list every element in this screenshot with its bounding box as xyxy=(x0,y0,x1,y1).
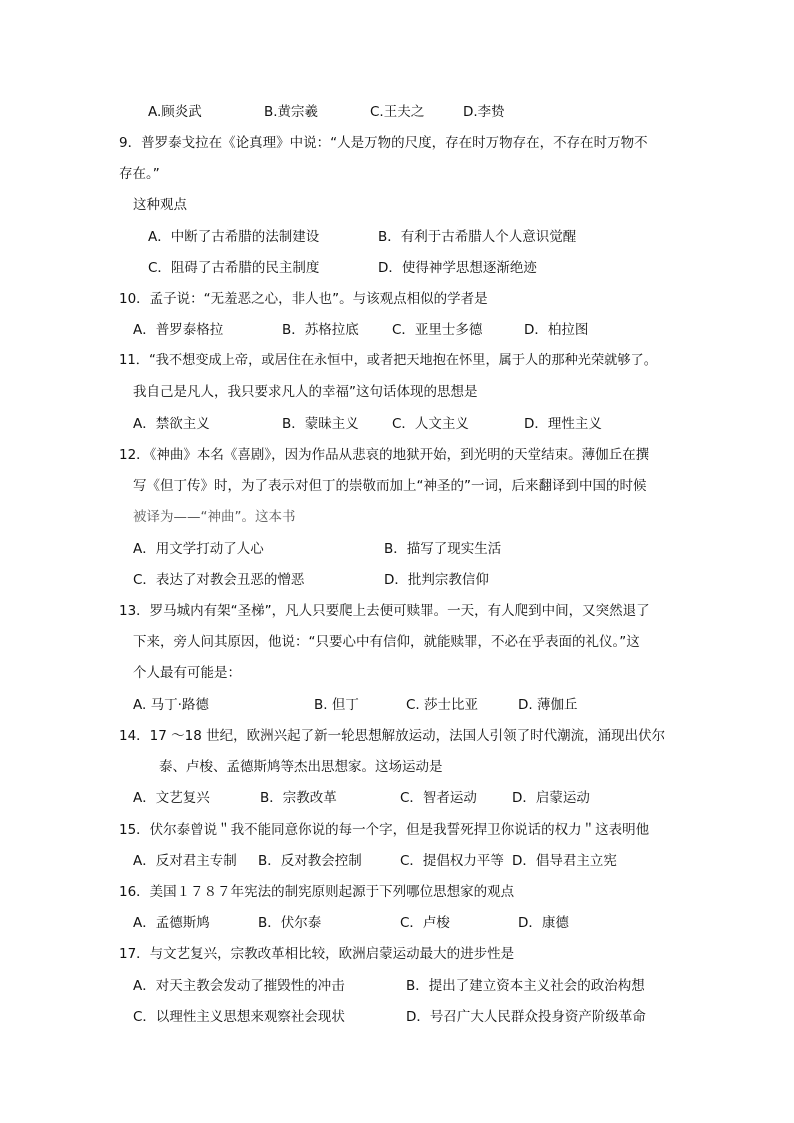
q14-stem-line2: 泰、卢梭、孟德斯鸠等杰出思想家。这场运动是 xyxy=(159,759,443,775)
q15-stem: 15．伏尔泰曾说＂我不能同意你说的每一个字，但是我誓死捍卫你说话的权力＂这表明他 xyxy=(119,822,650,838)
q13-option-b: B. 但丁 xyxy=(314,697,359,713)
q17-option-d: D．号召广大人民群众投身资产阶级革命 xyxy=(406,1009,646,1025)
q17-option-c: C．以理性主义思想来观察社会现状 xyxy=(133,1009,345,1025)
q15-option-a: A．反对君主专制 xyxy=(133,853,237,869)
q8-option-b: B.黄宗羲 xyxy=(264,104,319,120)
q11-stem-line2: 我自己是凡人，我只要求凡人的幸福”这句话体现的思想是 xyxy=(133,384,478,400)
q15-option-d: D．倡导君主立宪 xyxy=(512,853,617,869)
q12-option-b: B．描写了现实生活 xyxy=(384,541,502,557)
q10-option-b: B．苏格拉底 xyxy=(282,322,359,338)
q12-option-a: A．用文学打动了人心 xyxy=(133,541,264,557)
q15-option-b: B．反对教会控制 xyxy=(258,853,362,869)
q11-option-b: B．蒙昧主义 xyxy=(282,416,359,432)
q17-option-b: B．提出了建立资本主义社会的政治构想 xyxy=(406,978,645,994)
q8-option-c: C.王夫之 xyxy=(370,104,425,120)
q16-stem: 16．美国１７８７年宪法的制宪原则起源于下列哪位思想家的观点 xyxy=(119,884,515,900)
q8-option-a: A.顾炎武 xyxy=(148,104,202,120)
q14-stem-line1: 14．17 ～18 世纪，欧洲兴起了新一轮思想解放运动，法国人引领了时代潮流，涌现出伏尔 xyxy=(119,728,666,744)
q16-option-a: A．孟德斯鸠 xyxy=(133,915,210,931)
q14-option-b: B．宗教改革 xyxy=(260,790,337,806)
q9-option-d: D．使得神学思想逐渐绝迹 xyxy=(378,260,537,276)
q16-option-d: D．康德 xyxy=(518,915,569,931)
q17-option-a: A．对天主教会发动了摧毁性的冲击 xyxy=(133,978,345,994)
q13-stem-line3: 个人最有可能是： xyxy=(133,665,241,681)
q12-stem-line3: 被译为——“神曲”。这本书 xyxy=(133,509,296,525)
q12-option-d: D．批判宗教信仰 xyxy=(384,572,489,588)
q10-stem: 10．孟子说：“无羞恶之心，非人也”。与该观点相似的学者是 xyxy=(119,291,488,307)
q11-option-a: A．禁欲主义 xyxy=(133,416,210,432)
q9-option-b: B．有利于古希腊人个人意识觉醒 xyxy=(378,229,577,245)
q13-stem-line2: 下来，旁人问其原因，他说：“只要心中有信仰，就能赎罪，不必在乎表面的礼仪。”这 xyxy=(133,634,640,650)
q16-option-b: B．伏尔泰 xyxy=(258,915,322,931)
q12-stem-line1: 12．《神曲》本名《喜剧》，因为作品从悲哀的地狱开始，到光明的天堂结束。薄伽丘在撰 xyxy=(119,447,650,463)
q13-stem-line1: 13．罗马城内有架“圣梯”，凡人只要爬上去便可赎罪。一天，有人爬到中间，又突然退了 xyxy=(119,603,650,619)
q14-option-d: D．启蒙运动 xyxy=(512,790,590,806)
q14-option-a: A．文艺复兴 xyxy=(133,790,210,806)
q11-stem-line1: 11．“我不想变成上帝，或居住在永恒中，或者把天地抱在怀里，属于人的那种光荣就够了。 xyxy=(119,353,657,368)
q10-option-c: C．亚里士多德 xyxy=(392,322,483,338)
q9-option-a: A．中断了古希腊的法制建设 xyxy=(148,229,320,245)
q17-stem: 17．与文艺复兴，宗教改革相比较，欧洲启蒙运动最大的进步性是 xyxy=(119,946,515,962)
q13-option-c: C. 莎士比亚 xyxy=(406,697,479,713)
q11-option-d: D．理性主义 xyxy=(524,416,602,432)
q12-stem-line2: 写《但丁传》时，为了表示对但丁的崇敬而加上“神圣的”一词，后来翻译到中国的时候 xyxy=(133,478,647,494)
q9-option-c: C．阻碍了古希腊的民主制度 xyxy=(148,260,320,276)
q9-stem-line1: 9．普罗泰戈拉在《论真理》中说：“人是万物的尺度，存在时万物存在，不存在时万物不 xyxy=(119,135,648,151)
q10-option-a: A．普罗泰格拉 xyxy=(133,322,224,338)
q12-option-c: C．表达了对教会丑恶的憎恶 xyxy=(133,572,305,588)
q13-option-a: A. 马丁·路德 xyxy=(133,697,209,713)
q10-option-d: D．柏拉图 xyxy=(524,322,589,338)
q16-option-c: C．卢梭 xyxy=(400,915,450,931)
q14-option-c: C．智者运动 xyxy=(400,790,477,806)
q9-stem-line2: 存在。” xyxy=(119,166,160,182)
q13-option-d: D. 薄伽丘 xyxy=(518,697,578,713)
q8-option-d: D.李贽 xyxy=(463,104,505,120)
q11-option-c: C．人文主义 xyxy=(392,416,469,432)
q9-stem-line3: 这种观点 xyxy=(133,197,187,213)
q15-option-c: C．提倡权力平等 xyxy=(400,853,504,869)
